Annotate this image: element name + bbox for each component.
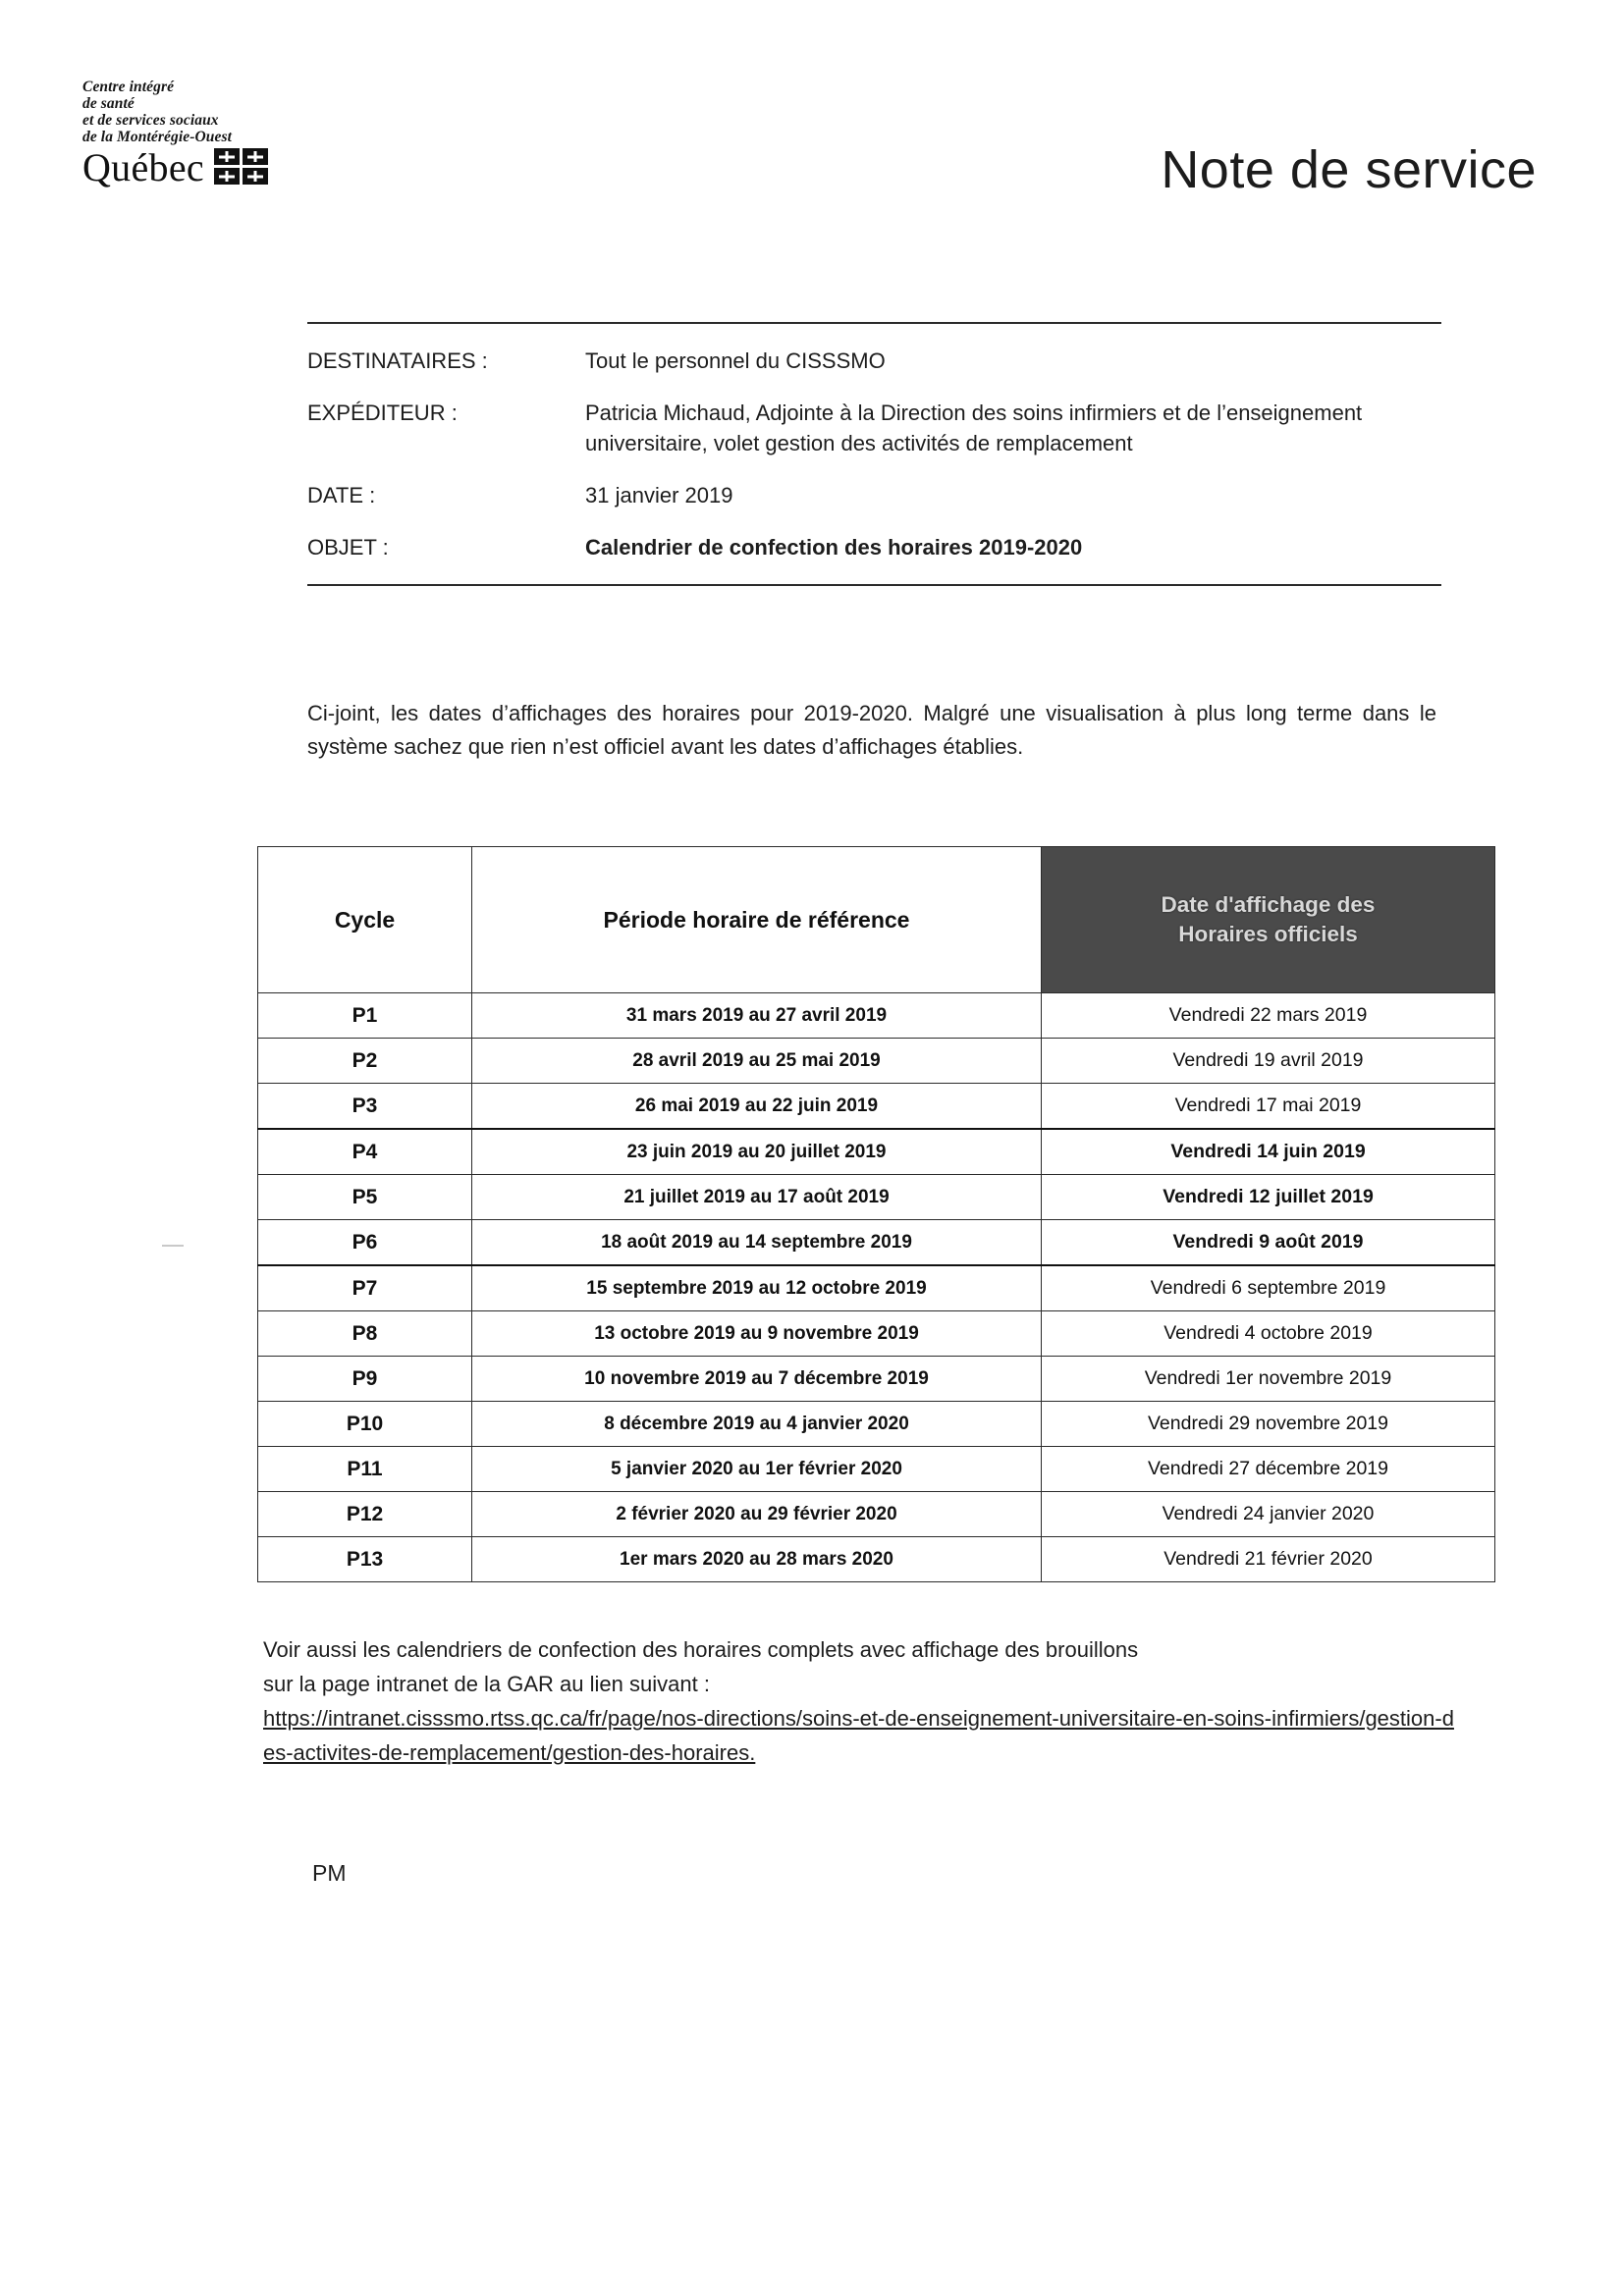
scan-artifact	[162, 1245, 184, 1247]
cell-date-affichage: Vendredi 4 octobre 2019	[1042, 1311, 1495, 1357]
org-line-3: et de services sociaux	[82, 112, 219, 129]
memo-header-block	[307, 322, 1441, 586]
cell-periode: 26 mai 2019 au 22 juin 2019	[472, 1084, 1042, 1130]
schedule-calendar-table	[257, 846, 1495, 1582]
cell-periode: 18 août 2019 au 14 septembre 2019	[472, 1220, 1042, 1266]
cell-periode: 1er mars 2020 au 28 mars 2020	[472, 1537, 1042, 1582]
meta-label-objet: OBJET :	[307, 535, 389, 560]
meta-value-expediteur: Patricia Michaud, Adjointe à la Direction des soins infirmiers et de l’enseignement universitaire, volet gestion des activités de remplacement	[585, 400, 1363, 455]
meta-row-destinataires	[307, 346, 1441, 376]
table-row	[258, 1220, 1495, 1266]
org-line-2: de santé	[82, 95, 135, 112]
cell-cycle: P10	[258, 1402, 472, 1447]
organization-logo	[82, 79, 406, 187]
cell-periode: 21 juillet 2019 au 17 août 2019	[472, 1175, 1042, 1220]
cell-cycle: P9	[258, 1357, 472, 1402]
cell-date-affichage: Vendredi 21 février 2020	[1042, 1537, 1495, 1582]
cell-cycle: P5	[258, 1175, 472, 1220]
cell-cycle: P12	[258, 1492, 472, 1537]
cell-date-affichage: Vendredi 24 janvier 2020	[1042, 1492, 1495, 1537]
cell-periode: 5 janvier 2020 au 1er février 2020	[472, 1447, 1042, 1492]
table-row	[258, 993, 1495, 1039]
meta-value-objet: Calendrier de confection des horaires 2019-2020	[585, 535, 1083, 560]
cell-periode: 10 novembre 2019 au 7 décembre 2019	[472, 1357, 1042, 1402]
quebec-flag-icon	[214, 148, 268, 185]
column-header-periode: Période horaire de référence	[472, 847, 1042, 993]
table-body	[258, 993, 1495, 1582]
cell-date-affichage: Vendredi 19 avril 2019	[1042, 1039, 1495, 1084]
cell-cycle: P3	[258, 1084, 472, 1130]
cell-periode: 8 décembre 2019 au 4 janvier 2020	[472, 1402, 1042, 1447]
column-header-affichage-line1: Date d'affichage des	[1161, 892, 1376, 917]
cell-cycle: P1	[258, 993, 472, 1039]
table-row	[258, 1265, 1495, 1311]
column-header-cycle: Cycle	[258, 847, 472, 993]
cell-cycle: P4	[258, 1129, 472, 1175]
meta-label-date: DATE :	[307, 483, 376, 507]
table-row	[258, 1129, 1495, 1175]
meta-label-expediteur: EXPÉDITEUR :	[307, 400, 458, 425]
cell-cycle: P8	[258, 1311, 472, 1357]
organization-name	[82, 79, 406, 145]
fleur-de-lys-icon	[243, 168, 268, 185]
quebec-wordmark	[82, 145, 406, 189]
meta-row-expediteur	[307, 398, 1441, 458]
table-header-row	[258, 847, 1495, 993]
intro-paragraph: Ci-joint, les dates d’affichages des horaires pour 2019-2020. Malgré une visualisation à plus long terme dans le système sachez que rien n’est officiel avant les dates d’affichages établies.	[307, 701, 1436, 759]
table-row	[258, 1311, 1495, 1357]
cell-periode: 23 juin 2019 au 20 juillet 2019	[472, 1129, 1042, 1175]
cell-cycle: P2	[258, 1039, 472, 1084]
meta-value-destinataires: Tout le personnel du CISSSMO	[585, 348, 886, 373]
cell-date-affichage: Vendredi 27 décembre 2019	[1042, 1447, 1495, 1492]
cell-periode: 31 mars 2019 au 27 avril 2019	[472, 993, 1042, 1039]
table-row	[258, 1492, 1495, 1537]
fleur-de-lys-icon	[214, 168, 240, 185]
table-row	[258, 1402, 1495, 1447]
cell-date-affichage: Vendredi 22 mars 2019	[1042, 993, 1495, 1039]
table-row	[258, 1357, 1495, 1402]
table-row	[258, 1175, 1495, 1220]
intranet-link[interactable]: https://intranet.cisssmo.rtss.qc.ca/fr/page/nos-directions/soins-et-de-enseignement-universitaire-en-soins-infirmiers/gestion-des-activites-de-remplacement/gestion-des-horaires.	[263, 1706, 1454, 1765]
cell-date-affichage: Vendredi 12 juillet 2019	[1042, 1175, 1495, 1220]
cell-cycle: P11	[258, 1447, 472, 1492]
footer-line-2: sur la page intranet de la GAR au lien suivant :	[263, 1672, 710, 1696]
cell-date-affichage: Vendredi 17 mai 2019	[1042, 1084, 1495, 1130]
column-header-affichage	[1042, 847, 1495, 993]
cell-periode: 28 avril 2019 au 25 mai 2019	[472, 1039, 1042, 1084]
table-row	[258, 1537, 1495, 1582]
page-title: Note de service	[1161, 140, 1537, 199]
cell-date-affichage: Vendredi 29 novembre 2019	[1042, 1402, 1495, 1447]
column-header-affichage-line2: Horaires officiels	[1178, 922, 1358, 946]
cell-date-affichage: Vendredi 6 septembre 2019	[1042, 1265, 1495, 1311]
cell-date-affichage: Vendredi 9 août 2019	[1042, 1220, 1495, 1266]
meta-label-destinataires: DESTINATAIRES :	[307, 348, 488, 373]
signature-initials: PM	[312, 1860, 347, 1886]
footer-note	[263, 1632, 1456, 1770]
cell-cycle: P7	[258, 1265, 472, 1311]
footer-line-1: Voir aussi les calendriers de confection des horaires complets avec affichage des brouillons	[263, 1637, 1139, 1662]
cell-date-affichage: Vendredi 14 juin 2019	[1042, 1129, 1495, 1175]
quebec-text: Québec	[82, 145, 204, 189]
cell-date-affichage: Vendredi 1er novembre 2019	[1042, 1357, 1495, 1402]
cell-cycle: P13	[258, 1537, 472, 1582]
table-row	[258, 1039, 1495, 1084]
cell-periode: 15 septembre 2019 au 12 octobre 2019	[472, 1265, 1042, 1311]
meta-row-date	[307, 480, 1441, 510]
table-row	[258, 1447, 1495, 1492]
org-line-1: Centre intégré	[82, 79, 175, 95]
org-line-4: de la Montérégie-Ouest	[82, 129, 233, 145]
meta-value-date: 31 janvier 2019	[585, 483, 733, 507]
cell-periode: 13 octobre 2019 au 9 novembre 2019	[472, 1311, 1042, 1357]
cell-cycle: P6	[258, 1220, 472, 1266]
fleur-de-lys-icon	[214, 148, 240, 165]
table-row	[258, 1084, 1495, 1130]
cell-periode: 2 février 2020 au 29 février 2020	[472, 1492, 1042, 1537]
meta-row-objet	[307, 532, 1441, 562]
fleur-de-lys-icon	[243, 148, 268, 165]
